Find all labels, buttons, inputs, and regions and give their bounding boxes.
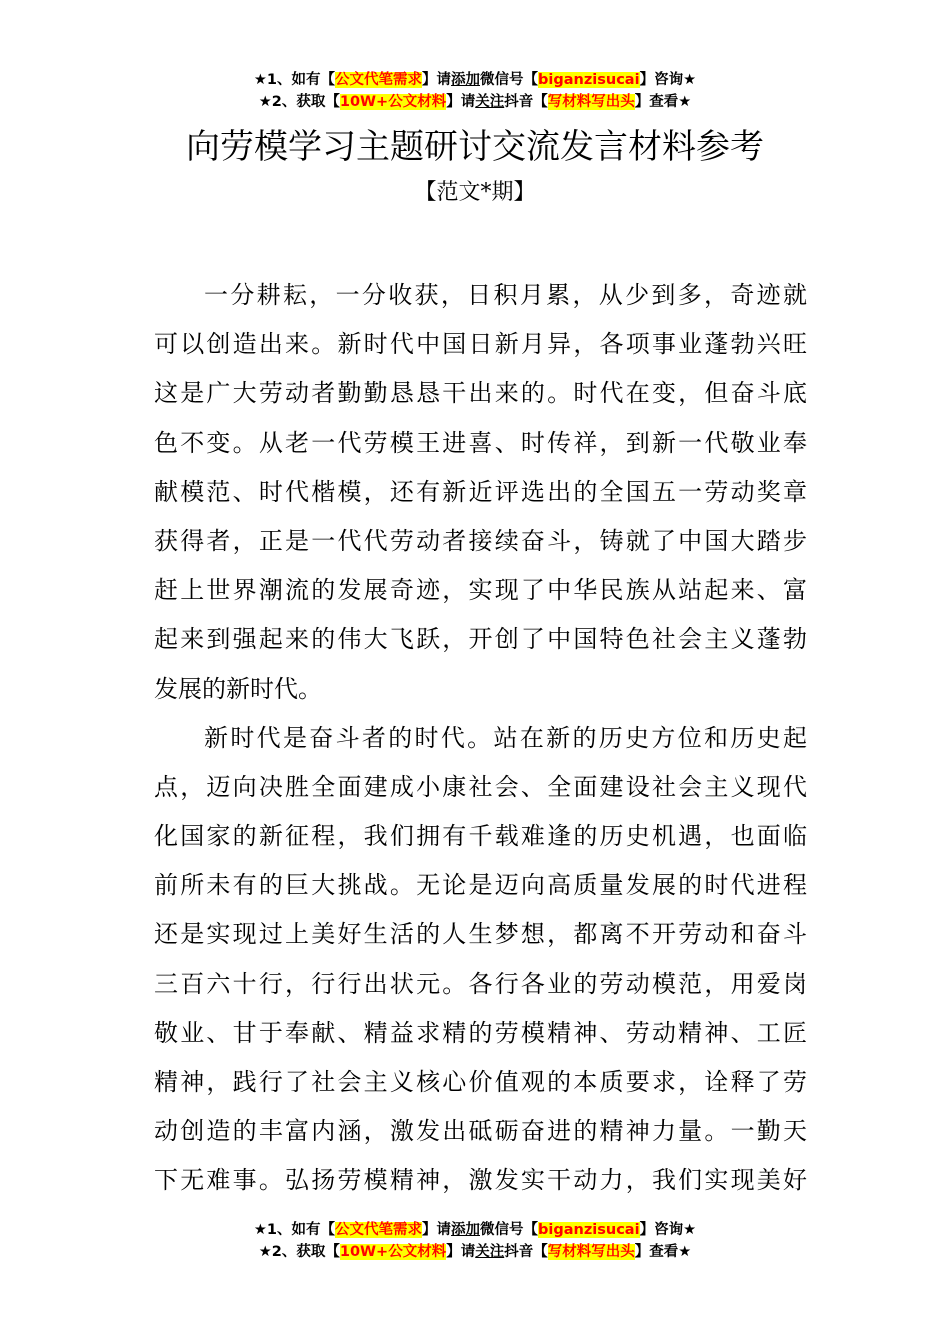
text-line: 下无难事。弘扬劳模精神，激发实干动力，我们实现美好 (154, 1166, 807, 1195)
promo-underline: 关注 (475, 94, 505, 110)
promo-text: 】查看★ (634, 94, 692, 110)
promo-text: 】咨询★ (639, 72, 697, 88)
text-line: 献模范、时代楷模，还有新近评选出的全国五一劳动奖章 (154, 477, 807, 506)
promo-line-2 (0, 91, 950, 113)
text-line: 起来到强起来的伟大飞跃，开创了中国特色社会主义蓬勃 (154, 625, 807, 654)
promo-highlight: 公文代笔需求 (335, 72, 423, 88)
promo-text: 】请 (422, 1222, 452, 1238)
promo-text: 】请 (446, 1244, 476, 1260)
paragraph-2 (154, 714, 807, 1206)
text-line: 精神，践行了社会主义核心价值观的本质要求，诠释了劳 (154, 1068, 807, 1096)
text-line: 这是广大劳动者勤勤恳恳干出来的。时代在变，但奋斗底 (154, 379, 807, 408)
paragraph-1 (154, 271, 807, 714)
promo-line-2 (0, 1241, 950, 1263)
promo-banner-bottom (0, 1219, 950, 1263)
text-line: 动创造的丰富内涵，激发出砥砺奋进的精神力量。一勤天 (154, 1117, 807, 1146)
text-line: 发展的新时代。 (154, 674, 322, 703)
promo-highlight: 10W+公文材料 (339, 94, 447, 110)
text-line: 获得者，正是一代代劳动者接续奋斗，铸就了中国大踏步 (154, 526, 807, 555)
promo-text: 】请 (446, 94, 476, 110)
promo-highlight: 公文代笔需求 (335, 1222, 423, 1238)
text-line: 三百六十行，行行出状元。各行各业的劳动模范，用爱岗 (154, 969, 807, 998)
promo-text: ★2、获取【 (258, 1244, 340, 1260)
promo-text: 抖音【 (504, 1244, 548, 1260)
promo-douyin-name: 写材料写出头 (547, 94, 635, 110)
promo-underline: 关注 (475, 1244, 505, 1260)
promo-underline: 添加 (451, 1222, 481, 1238)
text-line: 新时代是奋斗者的时代。站在新的历史方位和历史起 (204, 723, 807, 752)
text-line: 点，迈向决胜全面建成小康社会、全面建设社会主义现代 (154, 772, 807, 801)
promo-highlight: 10W+公文材料 (339, 1244, 447, 1260)
text-line: 敬业、甘于奉献、精益求精的劳模精神、劳动精神、工匠 (154, 1018, 807, 1047)
promo-wechat-id: biganzisucai (538, 72, 640, 88)
document-body (154, 271, 807, 1206)
promo-text: 微信号【 (480, 1222, 539, 1238)
promo-banner-top (0, 69, 950, 113)
promo-text: 微信号【 (480, 72, 539, 88)
text-line: 可以创造出来。新时代中国日新月异，各项事业蓬勃兴旺 (154, 330, 807, 359)
text-line: 化国家的新征程，我们拥有千载难逢的历史机遇，也面临 (154, 822, 807, 851)
text-line: 赶上世界潮流的发展奇迹，实现了中华民族从站起来、富 (154, 576, 807, 605)
promo-douyin-name: 写材料写出头 (547, 1244, 635, 1260)
promo-line-1 (0, 1219, 950, 1241)
text-line: 前所未有的巨大挑战。无论是迈向高质量发展的时代进程 (154, 871, 807, 900)
promo-text: ★2、获取【 (258, 94, 340, 110)
promo-text: ★1、如有【 (253, 72, 336, 88)
promo-text: 】请 (422, 72, 452, 88)
text-line: 还是实现过上美好生活的人生梦想，都离不开劳动和奋斗 (154, 920, 807, 949)
promo-underline: 添加 (451, 72, 481, 88)
promo-text: 抖音【 (504, 94, 548, 110)
document-subtitle: 【范文*期】 (414, 180, 536, 205)
document-title: 向劳模学习主题研讨交流发言材料参考 (186, 127, 764, 167)
text-line: 色不变。从老一代劳模王进喜、时传祥，到新一代敬业奉 (154, 428, 807, 457)
promo-text: 】查看★ (634, 1244, 692, 1260)
promo-line-1 (0, 69, 950, 91)
promo-wechat-id: biganzisucai (538, 1222, 640, 1238)
promo-text: 】咨询★ (639, 1222, 697, 1238)
promo-text: ★1、如有【 (253, 1222, 336, 1238)
text-line: 一分耕耘，一分收获，日积月累，从少到多，奇迹就 (204, 281, 807, 309)
